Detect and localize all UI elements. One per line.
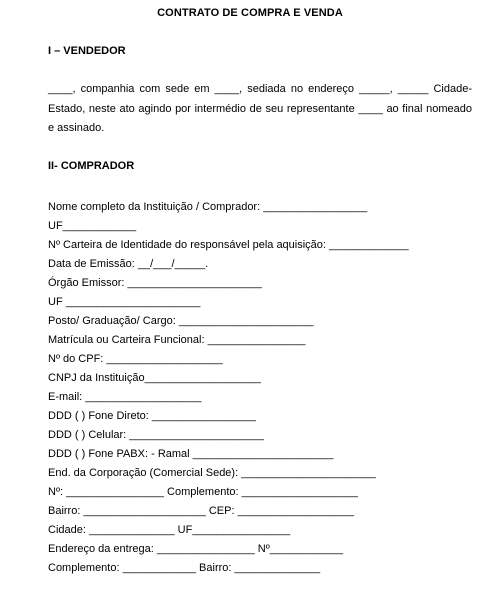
form-line-fone-pabx: DDD ( ) Fone PABX: - Ramal _______________________ [48,448,334,460]
form-line-orgao-emissor: Órgão Emissor: ______________________ [48,277,263,289]
comprador-form-lines [48,198,488,578]
form-line-celular: DDD ( ) Celular: ______________________ [48,429,264,441]
form-line-uf: UF____________ [48,220,137,232]
form-line-bairro-cep: Bairro: ____________________ CEP: ___________________ [48,505,354,517]
form-line-posto-cargo: Posto/ Graduação/ Cargo: ______________________ [48,315,314,327]
section-heading-vendedor: I – VENDEDOR [48,45,126,57]
form-line-matricula: Matrícula ou Carteira Funcional: ________________ [48,334,306,346]
vendedor-paragraph: ____, companhia com sede em ____, sediada no endereço _____, _____ Cidade-Estado, neste ato agindo por intermédio de seu representante ____ ao final nomeado e assinado. [48,83,472,134]
section-heading-comprador: II- COMPRADOR [48,160,135,172]
form-line-uf-2: UF ______________________ [48,296,201,308]
form-line-fone-direto: DDD ( ) Fone Direto: _________________ [48,410,256,422]
form-line-endereco-entrega: Endereço da entrega: ________________ Nº____________ [48,543,344,555]
form-line-cidade-uf: Cidade: ______________ UF________________ [48,524,291,536]
form-line-email: E-mail: ___________________ [48,391,202,403]
document-title: CONTRATO DE COMPRA E VENDA [157,7,343,19]
form-line-end-corporacao: End. da Corporação (Comercial Sede): ______________________ [48,467,376,479]
form-line-nome: Nome completo da Instituição / Comprador: _________________ [48,201,368,213]
form-line-data-emissao: Data de Emissão: __/___/_____. [48,258,209,270]
form-line-cpf: Nº do CPF: ___________________ [48,353,223,365]
form-line-cnpj: CNPJ da Instituição___________________ [48,372,261,384]
form-line-numero-complemento: Nº: ________________ Complemento: ___________________ [48,486,358,498]
form-line-complemento-bairro: Complemento: ____________ Bairro: ______________ [48,562,321,574]
form-line-carteira-identidade: Nº Carteira de Identidade do responsável pela aquisição: _____________ [48,239,409,251]
